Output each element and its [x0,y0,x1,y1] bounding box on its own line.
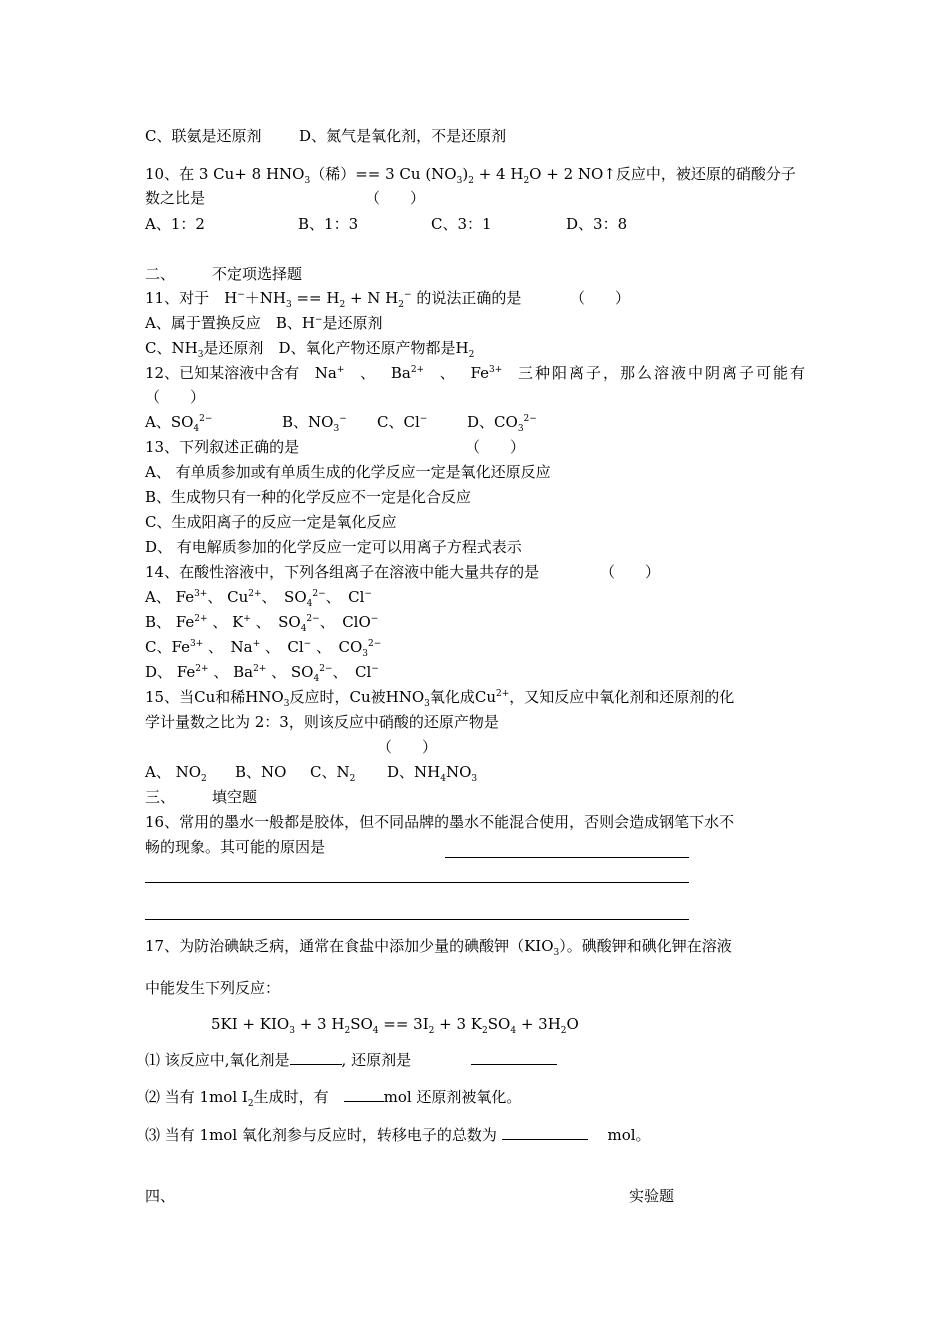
q14-option-a: A、 $Fe^{3+}$、 $Cu^{2+}$、 $SO_4^{2-}$、 Cl− [145,588,372,609]
q14-answer-bracket: （ ） [600,563,661,581]
q13-answer-bracket: （ ） [465,438,526,456]
q14-option-d: D、 $Fe^{2+}$ 、 $Ba^{2+}$ 、 $SO_4^{2-}$、 Cl− [145,663,379,684]
q17-sub1-blank-reductant[interactable] [471,1064,557,1065]
q11-options-ab: A、属于置换反应 B、H−是还原剂 [145,314,383,332]
q10-option-c: C、3：1 [431,215,492,233]
section-2-heading: 二、 不定项选择题 [145,265,303,283]
q13-option-c: C、生成阳离子的反应一定是氧化反应 [145,513,397,531]
q16-stem-line1: 16、常用的墨水一般都是胶体，但不同品牌的墨水不能混合使用，否则会造成钢笔下水不 [145,813,735,831]
q14-stem: 14、在酸性溶液中，下列各组离子在溶液中能大量共存的是 （ ） [145,563,661,581]
q13-stem: 13、下列叙述正确的是 （ ） [145,438,526,456]
q10-stem-line1: 10、在 3 Cu+ 8 $HNO_3$（稀）== 3 Cu $(NO_3)_2 + 4$ $H_2O + 2$ NO↑反应中，被还原的硝酸分子 [145,165,796,186]
q13-option-d: D、 有电解质参加的化学反应一定可以用离子方程式表示 [145,538,522,556]
q17-sub1: ⑴ 该反应中,氧化剂是 , 还原剂是 [145,1050,557,1070]
q12-option-a: A、$SO_4^{2-}$ [145,413,213,434]
q10-option-b: B、1：3 [298,215,359,233]
q16-answer-line-1[interactable] [445,857,689,858]
q10-option-a: A、1：2 [145,215,205,233]
q10-option-d: D、3：8 [566,215,628,233]
q12-option-b: B、$NO_3^-$ [282,413,347,434]
section-4-heading: 四、 实验题 [145,1187,675,1205]
q17-sub2: ⑵ 当有 1mol $I_2$生成时，有 mol 还原剂被氧化。 [145,1088,522,1109]
q12-stem: 12、已知某溶液中含有 Na+ 、 $Ba^{2+}$ 、 $Fe^{3+}$ 三种阳离子，那么溶液中阴离子可能有 [145,364,807,382]
q17-equation: $5KI + KIO_3 + 3$ $H_2SO_4 == 3I_2 + 3$ $K_2SO_4 + 3H_2O$ [211,1015,579,1036]
q10-stem-line2: 数之比是 （ ） [145,189,426,207]
q12-option-c: C、Cl− [377,413,428,431]
q17-sub3: ⑶ 当有 1mol 氧化剂参与反应时，转移电子的总数为 mol。 [145,1126,651,1144]
q14-option-c: C、$Fe^{3+}$ 、 Na+ 、 Cl− 、 $CO_3^{2-}$ [145,638,382,659]
q17-stem-line2: 中能发生下列反应： [145,979,281,997]
q12-option-d: D、$CO_3^{2-}$ [467,413,537,434]
q17-stem-line1: 17、为防治碘缺乏病，通常在食盐中添加少量的碘酸钾$(KIO_3)$。碘酸钾和碘化钾在溶液 [145,937,732,958]
q17-sub2-blank[interactable] [344,1101,384,1102]
q13-option-b: B、生成物只有一种的化学反应不一定是化合反应 [145,488,472,506]
q13-option-a: A、 有单质参加或有单质生成的化学反应一定是氧化还原反应 [145,463,551,481]
q11-options-cd: C、$NH_3$是还原剂 D、氧化产物还原产物都是$H_2$ [145,339,475,360]
q15-answer-bracket: （ ） [377,738,438,756]
section-3-heading: 三、 填空题 [145,788,258,806]
q9-option-d: D、氮气是氧化剂，不是还原剂 [299,127,507,145]
q17-sub1-blank-oxidant[interactable] [290,1064,342,1065]
q16-answer-line-2[interactable] [145,882,689,883]
q11-answer-bracket: （ ） [570,289,631,307]
q15-stem-line2: 学计量数之比为 2：3，则该反应中硝酸的还原产物是 [145,713,499,731]
q12-answer-bracket: （ ） [145,388,206,406]
q16-answer-line-3[interactable] [145,919,689,920]
q11-stem: 11、对于 $H^-+NH_3 == H_2 + N$ $H_2^-$ 的说法正确的是 （ ） [145,289,631,310]
q16-stem-line2: 畅的现象。其可能的原因是 [145,838,326,856]
q10-answer-bracket: （ ） [365,189,426,207]
q9-option-c: C、联氨是还原剂 [145,127,262,145]
q9-options-cd [145,126,506,146]
q15-stem-line1: 15、当Cu和稀$HNO_3$反应时，Cu被$HNO_3$氧化成$Cu^{2+}$，又知反应中氧化剂和还原剂的化 [145,688,735,709]
q14-option-b: B、 $Fe^{2+}$ 、 K+ 、 $SO_4^{2-}$、 ClO− [145,613,379,634]
q17-sub3-blank[interactable] [502,1139,588,1140]
